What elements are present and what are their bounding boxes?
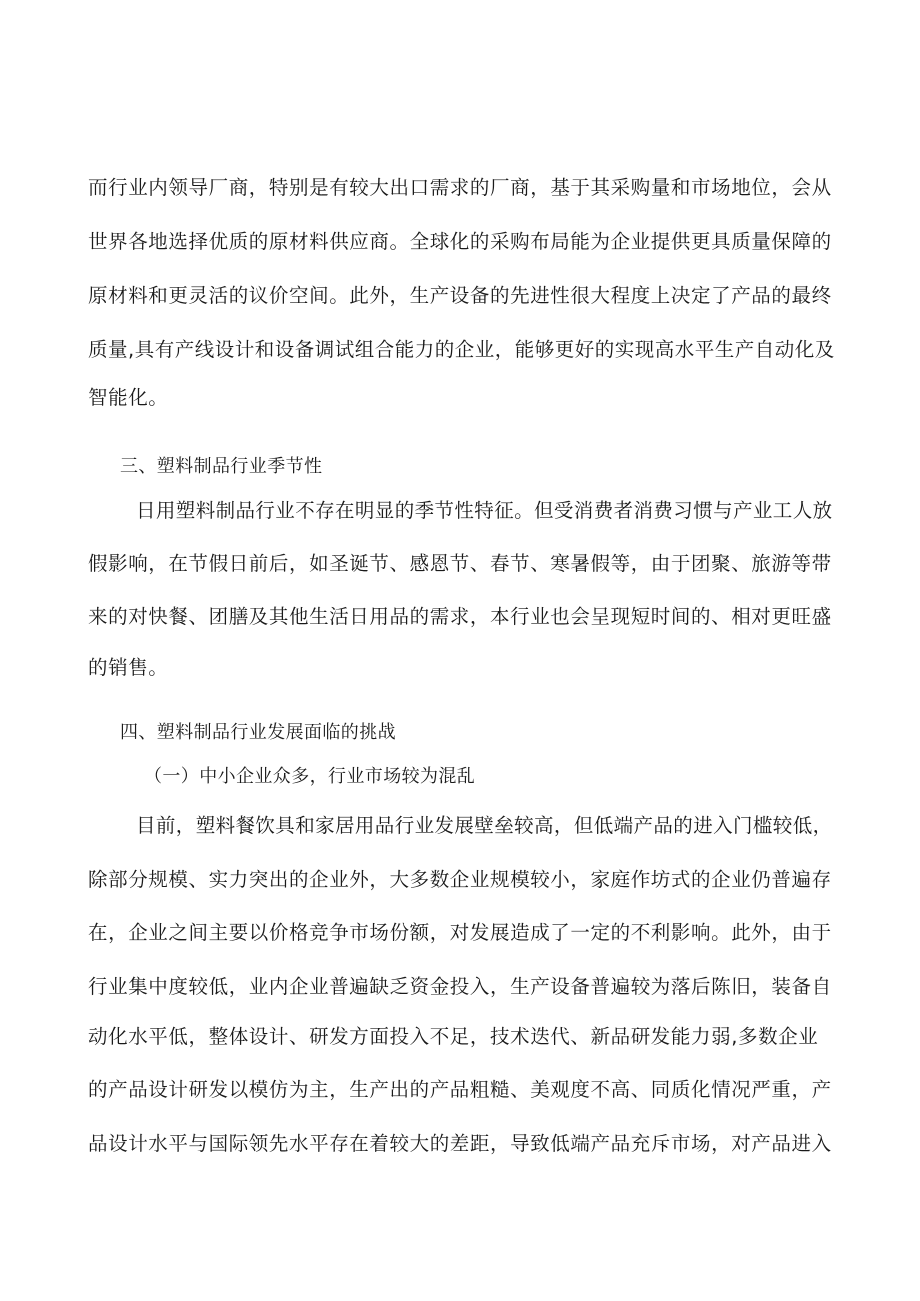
paragraph-line: 在，企业之间主要以价格竞争市场份额，对发展造成了一定的不利影响。此外，由于 bbox=[88, 921, 832, 944]
paragraph-line: 品设计水平与国际领先水平存在着较大的差距，导致低端产品充斥市场，对产品进入 bbox=[88, 1132, 832, 1155]
paragraph-line: 的销售。 bbox=[88, 656, 169, 679]
section-heading-3: 三、塑料制品行业季节性 bbox=[120, 456, 323, 477]
paragraph-line: 动化水平低，整体设计、研发方面投入不足，技术迭代、新品研发能力弱,多数企业 bbox=[88, 1025, 819, 1048]
paragraph-line: 行业集中度较低，业内企业普遍缺乏资金投入，生产设备普遍较为落后陈旧，装备自 bbox=[88, 975, 832, 998]
paragraph-line: 原材料和更灵活的议价空间。此外，生产设备的先进性很大程度上决定了产品的最终 bbox=[88, 284, 832, 307]
paragraph-line: 而行业内领导厂商，特别是有较大出口需求的厂商，基于其采购量和市场地位，会从 bbox=[88, 176, 832, 199]
paragraph-line: 来的对快餐、团膳及其他生活日用品的需求，本行业也会呈现短时间的、相对更旺盛 bbox=[88, 605, 832, 628]
paragraph-line: 质量,具有产线设计和设备调试组合能力的企业，能够更好的实现高水平生产自动化及 bbox=[88, 338, 835, 361]
paragraph-line: 假影响，在节假日前后，如圣诞节、感恩节、春节、寒暑假等，由于团聚、旅游等带 bbox=[88, 552, 832, 575]
section-heading-4: 四、塑料制品行业发展面临的挑战 bbox=[120, 722, 396, 743]
subsection-heading: （一）中小企业众多，行业市场较为混乱 bbox=[144, 766, 476, 787]
paragraph-line: 日用塑料制品行业不存在明显的季节性特征。但受消费者消费习惯与产业工人放 bbox=[136, 499, 833, 522]
paragraph-line: 智能化。 bbox=[88, 386, 169, 409]
paragraph-line: 目前，塑料餐饮具和家居用品行业发展壁垒较高，但低端产品的进入门槛较低， bbox=[136, 814, 833, 837]
paragraph-line: 的产品设计研发以模仿为主，生产出的产品粗糙、美观度不高、同质化情况严重，产 bbox=[88, 1078, 832, 1101]
paragraph-line: 除部分规模、实力突出的企业外，大多数企业规模较小，家庭作坊式的企业仍普遍存 bbox=[88, 868, 832, 891]
paragraph-line: 世界各地选择优质的原材料供应商。全球化的采购布局能为企业提供更具质量保障的 bbox=[88, 230, 832, 253]
